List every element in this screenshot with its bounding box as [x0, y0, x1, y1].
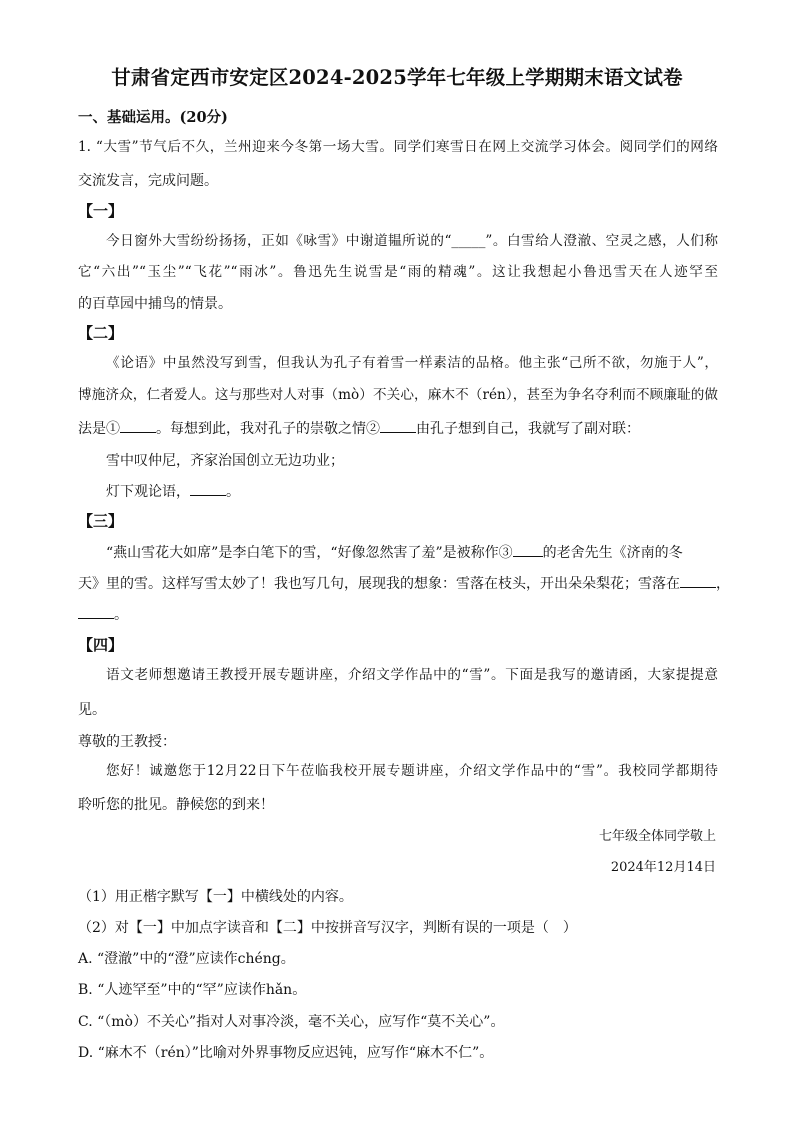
- part-label-4: 【四】: [78, 636, 124, 654]
- letter-signature: 七年级全体同学敬上: [598, 829, 716, 844]
- part3-line-3: [78, 604, 128, 624]
- part2-line-3-b: 。每想到此，我对孔子的崇敬之情②: [156, 421, 380, 437]
- question-intro-line-1: 1. “大雪”节气后不久，兰州迎来今冬第一场大雪。同学们寒雪日在网上交流学习体会。阅同学们的网络: [78, 139, 718, 155]
- part2-line-1: 《论语》中虽然没写到雪，但我认为孔子有着雪一样素洁的品格。他主张“己所不欲，勿施于人”，: [106, 355, 718, 371]
- answer-blank-4[interactable]: [680, 574, 716, 588]
- question-1: （1）用正楷字默写【一】中横线处的内容。: [78, 889, 353, 905]
- part1-line-1: 今日窗外大雪纷纷扬扬，正如《咏雪》中谢道韫所说的“_____”。白雪给人澄澈、空灵之感，人们称: [106, 233, 718, 249]
- part-label-2: 【二】: [78, 324, 124, 342]
- part4-line-1: 语文老师想邀请王教授开展专题讲座，介绍文学作品中的“雪”。下面是我写的邀请函，大家提提意: [106, 667, 718, 683]
- answer-blank-couplet[interactable]: [190, 482, 226, 496]
- part2-line-2: 博施济众，仁者爱人。这与那些对人对事（mò）不关心，麻木不（rén），甚至为争名夺利而不顾廉耻的做: [78, 387, 718, 403]
- part3-line-1-a: “燕山雪花大如席”是李白笔下的雪，“好像忽然害了羞”是被称作③: [106, 545, 513, 561]
- part3-line-2-a: 天》里的雪。这样写雪太妙了！我也写几句，展现我的想象：雪落在枝头，开出朵朵梨花；雪落在: [78, 576, 680, 592]
- part3-line-1: [106, 542, 683, 562]
- part-label-3: 【三】: [78, 512, 124, 530]
- letter-body-line-1: 您好！诚邀您于12月22日下午莅临我校开展专题讲座，介绍文学作品中的“雪”。我校同学都期待: [106, 763, 718, 779]
- part2-line-3-c: 由孔子想到自己，我就写了副对联：: [416, 421, 640, 437]
- answer-blank-5[interactable]: [78, 605, 114, 619]
- letter-date: 2024年12月14日: [610, 860, 716, 875]
- letter-salutation: 尊敬的王教授：: [78, 734, 176, 750]
- part4-line-2: 见。: [78, 702, 106, 718]
- part1-line-2: 它“六出”“玉尘”“飞花”“雨冰”。鲁迅先生说雪是“雨的精魂”。这让我想起小鲁迅雪天在人迹罕至: [78, 264, 718, 280]
- couplet-line-2: [106, 481, 240, 501]
- option-a[interactable]: A. “澄澈”中的“澄”应读作chéng。: [78, 951, 295, 967]
- page-title: 甘肃省定西市安定区2024-2025学年七年级上学期期末语文试卷: [111, 66, 683, 89]
- part3-line-2: [78, 573, 730, 593]
- part2-line-3-a: 法是①: [78, 421, 120, 437]
- option-c[interactable]: C. “（mò）不关心”指对人对事冷淡，毫不关心，应写作“莫不关心”。: [78, 1014, 505, 1030]
- part1-line-3: 的百草园中捕鸟的情景。: [78, 296, 232, 312]
- couplet-line-1: 雪中叹仲尼，齐家治国创立无边功业；: [106, 453, 344, 469]
- answer-blank-2[interactable]: [380, 419, 416, 433]
- couplet-line-2-text: 灯下观论语，: [106, 484, 190, 500]
- question-intro-line-2: 交流发言，完成问题。: [78, 173, 218, 189]
- part-label-1: 【一】: [78, 202, 124, 220]
- option-d[interactable]: D. “麻木不（rén）”比喻对外界事物反应迟钝，应写作“麻木不仁”。: [78, 1045, 494, 1061]
- part2-line-3: [78, 418, 640, 438]
- part3-line-3-end: 。: [114, 607, 128, 623]
- answer-blank-3[interactable]: [513, 543, 543, 557]
- question-2: （2）对【一】中加点字读音和【二】中按拼音写汉字，判断有误的一项是（ ）: [78, 920, 577, 936]
- answer-blank-1[interactable]: [120, 419, 156, 433]
- part3-line-2-b: ，: [716, 576, 730, 592]
- section-heading: 一、基础运用。(20分): [78, 109, 228, 126]
- option-b[interactable]: B. “人迹罕至”中的“罕”应读作hǎn。: [78, 982, 307, 998]
- couplet-line-2-end: 。: [226, 484, 240, 500]
- letter-body-line-2: 聆听您的批见。静候您的到来！: [78, 797, 274, 813]
- part3-line-1-b: 的老舍先生《济南的冬: [542, 545, 683, 561]
